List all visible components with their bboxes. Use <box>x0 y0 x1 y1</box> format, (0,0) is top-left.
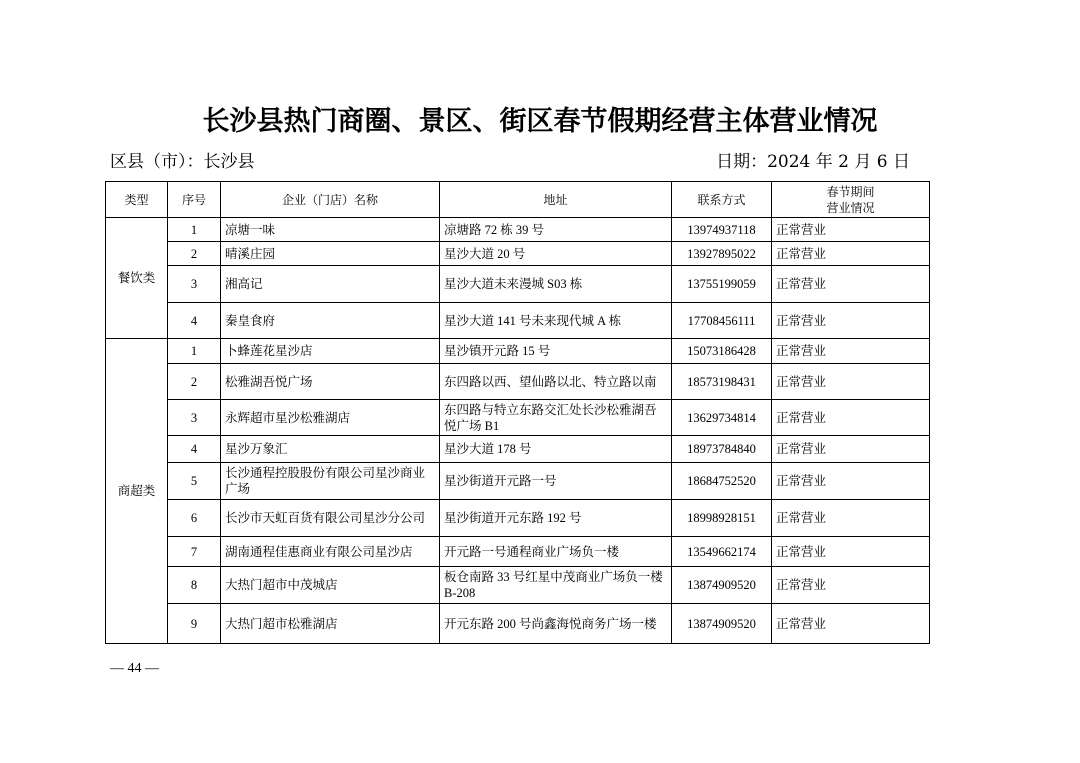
row-number-cell: 4 <box>168 303 221 339</box>
phone-cell: 13629734814 <box>672 400 772 436</box>
status-cell: 正常营业 <box>772 567 930 604</box>
column-header: 春节期间 营业情况 <box>772 182 930 218</box>
business-table <box>105 181 930 644</box>
row-number-cell: 2 <box>168 242 221 266</box>
address-cell: 星沙大道 141 号未来现代城 A 栋 <box>440 303 672 339</box>
name-cell: 长沙通程控股股份有限公司星沙商业广场 <box>221 463 440 500</box>
name-cell: 松雅湖吾悦广场 <box>221 364 440 400</box>
table-row <box>106 463 930 500</box>
address-cell: 星沙镇开元路 15 号 <box>440 339 672 364</box>
page-number: — 44 — <box>110 661 159 676</box>
address-cell: 东四路以西、望仙路以北、特立路以南 <box>440 364 672 400</box>
category-cell: 商超类 <box>106 339 168 644</box>
status-cell: 正常营业 <box>772 604 930 644</box>
name-cell: 湖南通程佳惠商业有限公司星沙店 <box>221 537 440 567</box>
name-cell: 凉塘一味 <box>221 218 440 242</box>
address-cell: 星沙大道 20 号 <box>440 242 672 266</box>
phone-cell: 13755199059 <box>672 266 772 303</box>
status-cell: 正常营业 <box>772 303 930 339</box>
phone-cell: 18973784840 <box>672 436 772 463</box>
column-header: 序号 <box>168 182 221 218</box>
phone-cell: 13927895022 <box>672 242 772 266</box>
row-number-cell: 1 <box>168 218 221 242</box>
column-header: 地址 <box>440 182 672 218</box>
table-row <box>106 303 930 339</box>
table-row <box>106 218 930 242</box>
status-cell: 正常营业 <box>772 364 930 400</box>
phone-cell: 13974937118 <box>672 218 772 242</box>
phone-cell: 13874909520 <box>672 604 772 644</box>
name-cell: 长沙市天虹百货有限公司星沙分公司 <box>221 500 440 537</box>
column-header: 类型 <box>106 182 168 218</box>
name-cell: 星沙万象汇 <box>221 436 440 463</box>
status-cell: 正常营业 <box>772 242 930 266</box>
table-row <box>106 242 930 266</box>
row-number-cell: 9 <box>168 604 221 644</box>
table-row <box>106 339 930 364</box>
phone-cell: 18998928151 <box>672 500 772 537</box>
name-cell: 大热门超市中茂城店 <box>221 567 440 604</box>
status-cell: 正常营业 <box>772 266 930 303</box>
category-cell: 餐饮类 <box>106 218 168 339</box>
name-cell: 秦皇食府 <box>221 303 440 339</box>
table-row <box>106 567 930 604</box>
phone-cell: 13549662174 <box>672 537 772 567</box>
status-cell: 正常营业 <box>772 339 930 364</box>
name-cell: 湘高记 <box>221 266 440 303</box>
address-cell: 星沙街道开元东路 192 号 <box>440 500 672 537</box>
address-cell: 星沙大道未来漫城 S03 栋 <box>440 266 672 303</box>
phone-cell: 17708456111 <box>672 303 772 339</box>
row-number-cell: 3 <box>168 266 221 303</box>
status-cell: 正常营业 <box>772 463 930 500</box>
address-cell: 星沙街道开元路一号 <box>440 463 672 500</box>
row-number-cell: 8 <box>168 567 221 604</box>
row-number-cell: 1 <box>168 339 221 364</box>
row-number-cell: 6 <box>168 500 221 537</box>
column-header: 企业（门店）名称 <box>221 182 440 218</box>
phone-cell: 18684752520 <box>672 463 772 500</box>
phone-cell: 13874909520 <box>672 567 772 604</box>
name-cell: 卜蜂莲花星沙店 <box>221 339 440 364</box>
address-cell: 开元路一号通程商业广场负一楼 <box>440 537 672 567</box>
address-cell: 开元东路 200 号尚鑫海悦商务广场一楼 <box>440 604 672 644</box>
name-cell: 晴溪庄园 <box>221 242 440 266</box>
table-header-row <box>106 182 930 218</box>
name-cell: 永辉超市星沙松雅湖店 <box>221 400 440 436</box>
row-number-cell: 4 <box>168 436 221 463</box>
row-number-cell: 5 <box>168 463 221 500</box>
column-header: 联系方式 <box>672 182 772 218</box>
table-row <box>106 400 930 436</box>
status-cell: 正常营业 <box>772 218 930 242</box>
status-cell: 正常营业 <box>772 500 930 537</box>
region-label: 区县（市）：长沙县 <box>110 152 255 172</box>
address-cell: 东四路与特立东路交汇处长沙松雅湖吾悦广场 B1 <box>440 400 672 436</box>
status-cell: 正常营业 <box>772 436 930 463</box>
address-cell: 星沙大道 178 号 <box>440 436 672 463</box>
row-number-cell: 2 <box>168 364 221 400</box>
status-cell: 正常营业 <box>772 537 930 567</box>
table-row <box>106 537 930 567</box>
table-row <box>106 500 930 537</box>
table-row <box>106 364 930 400</box>
address-cell: 凉塘路 72 栋 39 号 <box>440 218 672 242</box>
document-title: 长沙县热门商圈、景区、街区春节假期经营主体营业情况 <box>202 106 878 137</box>
row-number-cell: 7 <box>168 537 221 567</box>
name-cell: 大热门超市松雅湖店 <box>221 604 440 644</box>
address-cell: 板仓南路 33 号红星中茂商业广场负一楼 B-208 <box>440 567 672 604</box>
table-row <box>106 266 930 303</box>
date-label: 日期：2024 年 2 月 6 日 <box>716 152 910 172</box>
phone-cell: 18573198431 <box>672 364 772 400</box>
table-row <box>106 604 930 644</box>
status-cell: 正常营业 <box>772 400 930 436</box>
phone-cell: 15073186428 <box>672 339 772 364</box>
table-row <box>106 436 930 463</box>
row-number-cell: 3 <box>168 400 221 436</box>
